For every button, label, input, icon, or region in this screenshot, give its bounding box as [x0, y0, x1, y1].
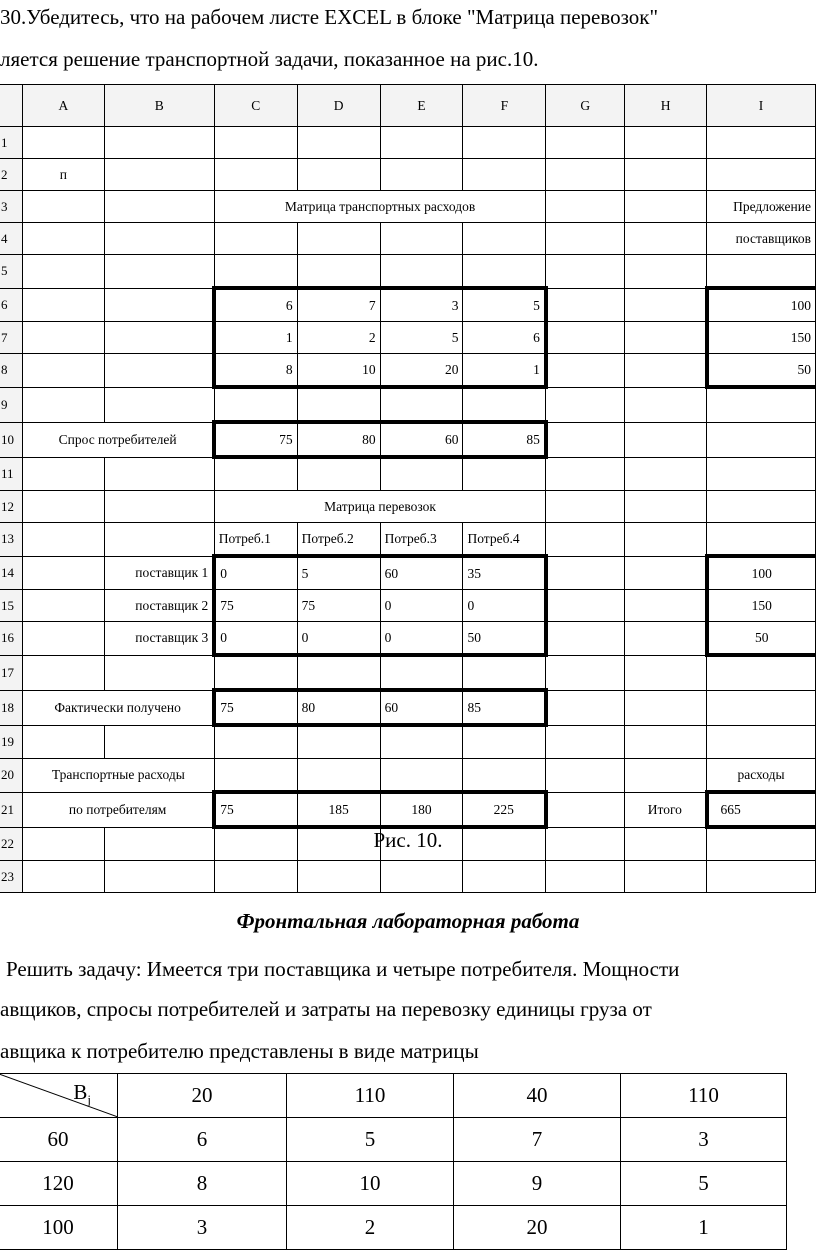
- cost-cell[interactable]: 5: [380, 322, 463, 354]
- cost-cell[interactable]: 7: [297, 288, 380, 322]
- plan-cell[interactable]: 0: [463, 590, 546, 622]
- total-label: Итого: [625, 792, 707, 827]
- costs-label-2: по потребителям: [22, 792, 214, 827]
- consumer-cost-cell[interactable]: 75: [214, 792, 297, 827]
- demand-header: 40: [454, 1074, 621, 1118]
- consumer-header-label: $B_j$: [73, 1080, 91, 1108]
- cost-value: 6: [118, 1118, 287, 1162]
- row-header[interactable]: 5: [0, 255, 22, 289]
- demand-header: 110: [287, 1074, 454, 1118]
- col-header-i[interactable]: I: [707, 85, 816, 127]
- cost-matrix-table: [0, 1073, 787, 1250]
- cost-value: 2: [287, 1206, 454, 1250]
- plan-cell[interactable]: 0: [380, 590, 463, 622]
- row-header[interactable]: 16: [0, 622, 22, 656]
- cost-value: 1: [621, 1206, 787, 1250]
- cost-cell[interactable]: 5: [463, 288, 546, 322]
- plan-cell[interactable]: 0: [297, 622, 380, 656]
- cost-cell[interactable]: 2: [297, 322, 380, 354]
- received-cell[interactable]: 75: [214, 690, 297, 725]
- plan-cell[interactable]: 50: [463, 622, 546, 656]
- cost-cell[interactable]: 3: [380, 288, 463, 322]
- row-header[interactable]: 6: [0, 288, 22, 322]
- plan-cell[interactable]: 0: [214, 556, 297, 590]
- supply-value: 120: [0, 1162, 118, 1206]
- demand-cell[interactable]: 85: [463, 422, 546, 457]
- plan-cell[interactable]: 75: [297, 590, 380, 622]
- consumer-header: Потреб.4: [463, 523, 546, 557]
- demand-cell[interactable]: 60: [380, 422, 463, 457]
- row-header[interactable]: 4: [0, 223, 22, 255]
- demand-cell[interactable]: 80: [297, 422, 380, 457]
- row-header[interactable]: 13: [0, 523, 22, 557]
- intro-line-2: ляется решение транспортной задачи, показанное на рис.10.: [0, 47, 539, 71]
- spreadsheet: [0, 84, 816, 893]
- row-header[interactable]: 21: [0, 792, 22, 827]
- plan-cell[interactable]: 0: [380, 622, 463, 656]
- consumer-header: Потреб.3: [380, 523, 463, 557]
- diagonal-line: [0, 1074, 118, 1117]
- row-header[interactable]: 9: [0, 387, 22, 422]
- cost-value: 10: [287, 1162, 454, 1206]
- consumer-cost-cell[interactable]: 185: [297, 792, 380, 827]
- row-header[interactable]: 3: [0, 191, 22, 223]
- row-header[interactable]: 8: [0, 354, 22, 388]
- cost-value: 7: [454, 1118, 621, 1162]
- col-header-f[interactable]: F: [463, 85, 546, 127]
- plan-cell[interactable]: 75: [214, 590, 297, 622]
- task-line-2: авщиков, спросы потребителей и затраты на перевозку единицы груза от: [0, 997, 652, 1021]
- figure-caption: Рис. 10.: [373, 828, 443, 852]
- row-header[interactable]: 20: [0, 759, 22, 793]
- cost-cell[interactable]: 6: [214, 288, 297, 322]
- row-header[interactable]: 22: [0, 827, 22, 861]
- col-header-e[interactable]: E: [380, 85, 463, 127]
- cost-value: 20: [454, 1206, 621, 1250]
- row-header[interactable]: 19: [0, 725, 22, 759]
- col-header-h[interactable]: H: [625, 85, 707, 127]
- plan-supply-cell[interactable]: 100: [707, 556, 816, 590]
- row-header[interactable]: 10: [0, 422, 22, 457]
- cost-value: 5: [287, 1118, 454, 1162]
- plan-supply-cell[interactable]: 150: [707, 590, 816, 622]
- col-header-d[interactable]: D: [297, 85, 380, 127]
- consumer-cost-cell[interactable]: 180: [380, 792, 463, 827]
- demand-header: 110: [621, 1074, 787, 1118]
- supply-cell[interactable]: 150: [707, 322, 816, 354]
- row-header[interactable]: 14: [0, 556, 22, 590]
- cost-cell[interactable]: 10: [297, 354, 380, 388]
- supplier-label: поставщик 3: [104, 622, 214, 656]
- row-header[interactable]: 11: [0, 457, 22, 491]
- row-header[interactable]: 2: [0, 159, 22, 191]
- row-header[interactable]: 17: [0, 655, 22, 690]
- received-cell[interactable]: 85: [463, 690, 546, 725]
- corner-cell[interactable]: [0, 85, 22, 127]
- plan-cell[interactable]: 35: [463, 556, 546, 590]
- col-header-g[interactable]: G: [546, 85, 625, 127]
- cost-cell[interactable]: 1: [214, 322, 297, 354]
- cost-value: 8: [118, 1162, 287, 1206]
- consumer-header: Потреб.1: [214, 523, 297, 557]
- cost-cell[interactable]: 8: [214, 354, 297, 388]
- col-header-a[interactable]: A: [22, 85, 104, 127]
- row-header[interactable]: 1: [0, 127, 22, 159]
- supply-value: 60: [0, 1118, 118, 1162]
- expenses-label: расходы: [707, 759, 816, 793]
- row-header[interactable]: 12: [0, 491, 22, 523]
- cost-cell[interactable]: 6: [463, 322, 546, 354]
- demand-cell[interactable]: 75: [214, 422, 297, 457]
- col-header-b[interactable]: B: [104, 85, 214, 127]
- supply-title-2: поставщиков: [707, 223, 816, 255]
- row-header[interactable]: 18: [0, 690, 22, 725]
- plan-cell[interactable]: 5: [297, 556, 380, 590]
- supplier-label: поставщик 2: [104, 590, 214, 622]
- task-line-1: Решить задачу: Имеется три поставщика и четыре потребителя. Мощности: [6, 957, 680, 981]
- cost-value: 9: [454, 1162, 621, 1206]
- section-subtitle: Фронтальная лабораторная работа: [236, 909, 580, 933]
- plan-cell[interactable]: 60: [380, 556, 463, 590]
- transport-matrix-title: Матрица перевозок: [214, 491, 546, 523]
- row-header[interactable]: 23: [0, 861, 22, 893]
- row-header[interactable]: 15: [0, 590, 22, 622]
- demand-label: Спрос потребителей: [22, 422, 214, 457]
- received-cell[interactable]: 60: [380, 690, 463, 725]
- cost-cell[interactable]: 1: [463, 354, 546, 388]
- cost-matrix-title: Матрица транспортных расходов: [214, 191, 546, 223]
- supply-cell[interactable]: 100: [707, 288, 816, 322]
- cell-a2[interactable]: п: [22, 159, 104, 191]
- supply-value: 100: [0, 1206, 118, 1250]
- col-header-c[interactable]: C: [214, 85, 297, 127]
- plan-supply-cell[interactable]: 50: [707, 622, 816, 656]
- diagonal-header-cell: [0, 1074, 118, 1118]
- cost-value: 5: [621, 1162, 787, 1206]
- cost-value: 3: [621, 1118, 787, 1162]
- consumer-header: Потреб.2: [297, 523, 380, 557]
- costs-label: Транспортные расходы: [22, 759, 214, 793]
- intro-line-1: 30.Убедитесь, что на рабочем листе EXCEL в блоке "Матрица перевозок": [0, 5, 659, 29]
- received-cell[interactable]: 80: [297, 690, 380, 725]
- cost-cell[interactable]: 20: [380, 354, 463, 388]
- total-cell[interactable]: 665: [707, 792, 816, 827]
- supply-cell[interactable]: 50: [707, 354, 816, 388]
- received-label: Фактически получено: [22, 690, 214, 725]
- supply-title: Предложение: [707, 191, 816, 223]
- consumer-cost-cell[interactable]: 225: [463, 792, 546, 827]
- task-line-3: авщика к потребителю представлены в виде матрицы: [0, 1039, 479, 1063]
- cost-value: 3: [118, 1206, 287, 1250]
- row-header[interactable]: 7: [0, 322, 22, 354]
- demand-header: 20: [118, 1074, 287, 1118]
- supplier-label: поставщик 1: [104, 556, 214, 590]
- plan-cell[interactable]: 0: [214, 622, 297, 656]
